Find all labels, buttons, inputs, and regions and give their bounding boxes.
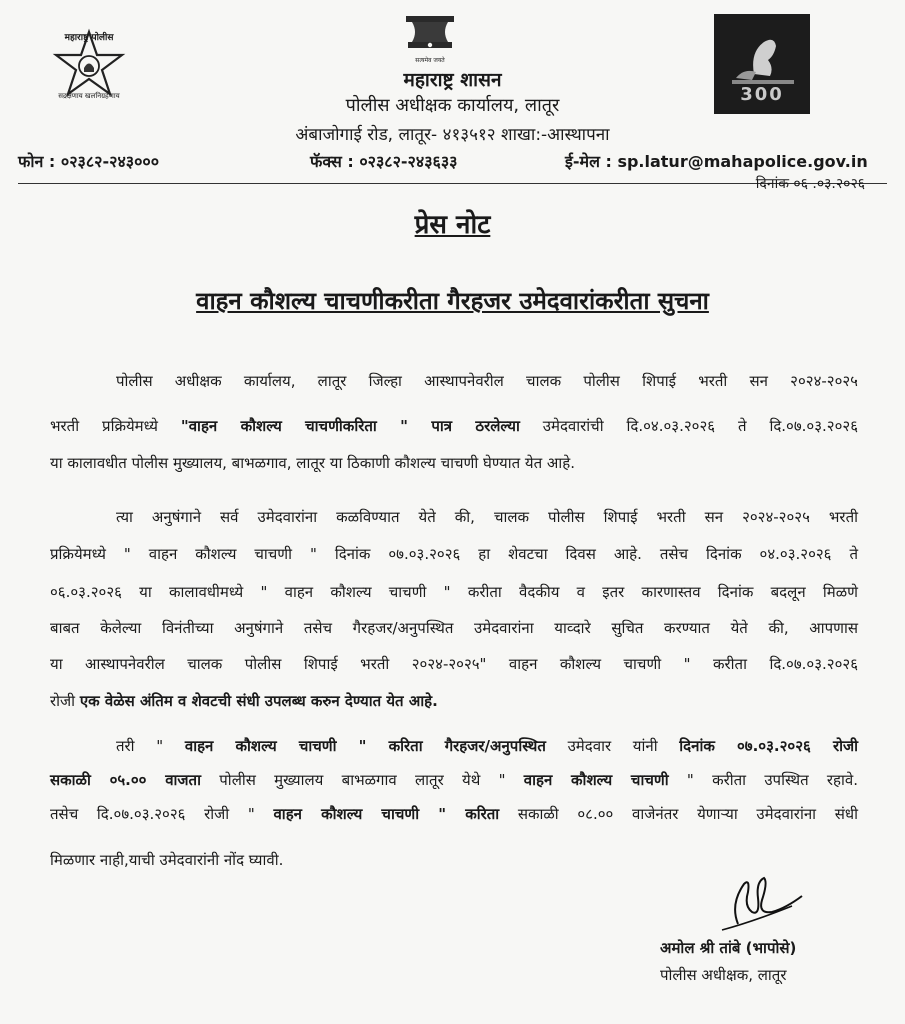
paragraph-2-line-6 <box>50 684 858 719</box>
p1-l2-text-c: उमेदवारांची दि.०४.०३.२०२६ ते दि.०७.०३.२०२६ <box>519 417 858 435</box>
paragraph-2-line-4: बाबत केलेल्या विनंतीच्या अनुषंगाने तसेच गैरहजर/अनुपस्थित उमेदवारांना याव्दारे सुचित करण्यात येते की, आपणास <box>50 619 858 637</box>
phone-number: फोन : ०२३८२-२४३००० <box>18 152 160 171</box>
logo-number: 300 <box>740 84 784 105</box>
p3-l1-b: वाहन कौशल्य चाचणी <box>184 737 337 755</box>
p3-l2-b: पोलीस मुख्यालय बाभळगाव लातूर येथे " <box>201 771 524 789</box>
logo-text-top: महाराष्ट्र पोलीस <box>64 33 114 43</box>
p3-l2-a: सकाळी ०५.०० वाजता <box>50 771 201 789</box>
p3-l3-b: वाहन कौशल्य चाचणी " करिता <box>273 805 500 823</box>
lion-capital-icon <box>400 14 460 54</box>
government-title: महाराष्ट्र शासन <box>403 69 502 91</box>
paragraph-1-line-3: या कालावधीत पोलीस मुख्यालय, बाभळगाव, लातूर या ठिकाणी कौशल्य चाचणी घेण्यात येत आहे. <box>50 454 575 472</box>
signature-scribble-icon <box>708 868 808 938</box>
paragraph-3-line-4: मिळणार नाही,याची उमेदवारांनी नोंद घ्यावी. <box>50 851 284 869</box>
p3-l1-e: दिनांक ०७.०३.२०२६ रोजी <box>679 737 858 755</box>
notice-subject: वाहन कौशल्य चाचणीकरीता गैरहजर उमेदवारांकरीता सुचना <box>196 287 709 315</box>
national-emblem <box>400 14 460 62</box>
p3-l2-c: वाहन कौशल्य चाचणी <box>523 771 669 789</box>
press-note-title: प्रेस नोट <box>414 210 491 240</box>
office-address: अंबाजोगाई रोड, लातूर- ४१३५१२ शाखा:-आस्थापना <box>295 125 610 145</box>
logo-text-bottom: सद्रक्षणाय खलनिग्रहणाय <box>58 92 120 100</box>
p3-l1-d: उमेदवार यांनी <box>545 737 680 755</box>
p3-l1-c: " करिता गैरहजर/अनुपस्थित <box>336 737 546 755</box>
emblem-motto: सत्यमेव जयते <box>415 57 445 64</box>
paragraph-2-line-3: ०६.०३.२०२६ या कालावधीमध्ये " वाहन कौशल्य चाचणी " करीता वैदकीय व इतर कारणास्तव दिनांक बदलून मिळणे <box>50 583 858 601</box>
document-date: दिनांक ०६ .०३.२०२६ <box>755 176 865 192</box>
paragraph-3-line-2 <box>50 763 858 798</box>
paragraph-1-line-2 <box>50 409 858 444</box>
p3-l3-c: सकाळी ०८.०० वाजेनंतर येणाऱ्या उमेदवारांना संधी <box>499 805 858 823</box>
p1-l2-bold: "वाहन कौशल्य चाचणीकरिता " पात्र ठरलेल्या <box>180 417 520 435</box>
paragraph-2-line-1: त्या अनुषंगाने सर्व उमेदवारांना कळविण्यात येते की, चालक पोलीस शिपाई भरती सन २०२४-२०२५ भरती <box>116 508 858 526</box>
fax-number: फॅक्स : ०२३८२-२४३६३३ <box>310 152 458 171</box>
signatory-name: अमोल श्री तांबे (भापोसे) <box>660 939 797 957</box>
p3-l3-a: तसेच दि.०७.०३.२०२६ रोजी " <box>50 805 274 823</box>
p1-l2-text-a: भरती प्रक्रियेमध्ये <box>50 417 181 435</box>
paragraph-2-line-5: या आस्थापनेवरील चालक पोलीस शिपाई भरती २०२४-२०२५" वाहन कौशल्य चाचणी " करीता दि.०७.०३.२०२६ <box>50 655 858 673</box>
signatory-designation: पोलीस अधीक्षक, लातूर <box>660 966 787 984</box>
paragraph-3-line-1 <box>50 729 858 764</box>
p2-l6-bold: एक वेळेस अंतिम व शेवटची संधी उपलब्ध करुन देण्यात येत आहे. <box>79 692 438 710</box>
office-title: पोलीस अधीक्षक कार्यालय, लातूर <box>345 95 560 116</box>
paragraph-3-line-3 <box>50 797 858 832</box>
p3-l1-a: तरी " <box>116 737 185 755</box>
p2-l6-text: रोजी <box>50 692 80 710</box>
paragraph-2-line-2: प्रक्रियेमध्ये " वाहन कौशल्य चाचणी " दिनांक ०७.०३.२०२६ हा शेवटचा दिवस आहे. तसेच दिनांक ०४.०३.२०२६ ते <box>50 545 858 563</box>
paragraph-1-line-1: पोलीस अधीक्षक कार्यालय, लातूर जिल्हा आस्थापनेवरील चालक पोलीस शिपाई भरती सन २०२४-२०२५ <box>116 372 858 390</box>
handwritten-signature <box>708 868 808 938</box>
email-address: ई-मेल : sp.latur@mahapolice.gov.in <box>565 152 868 171</box>
p3-l2-d: " करीता उपस्थित रहावे. <box>668 771 859 789</box>
